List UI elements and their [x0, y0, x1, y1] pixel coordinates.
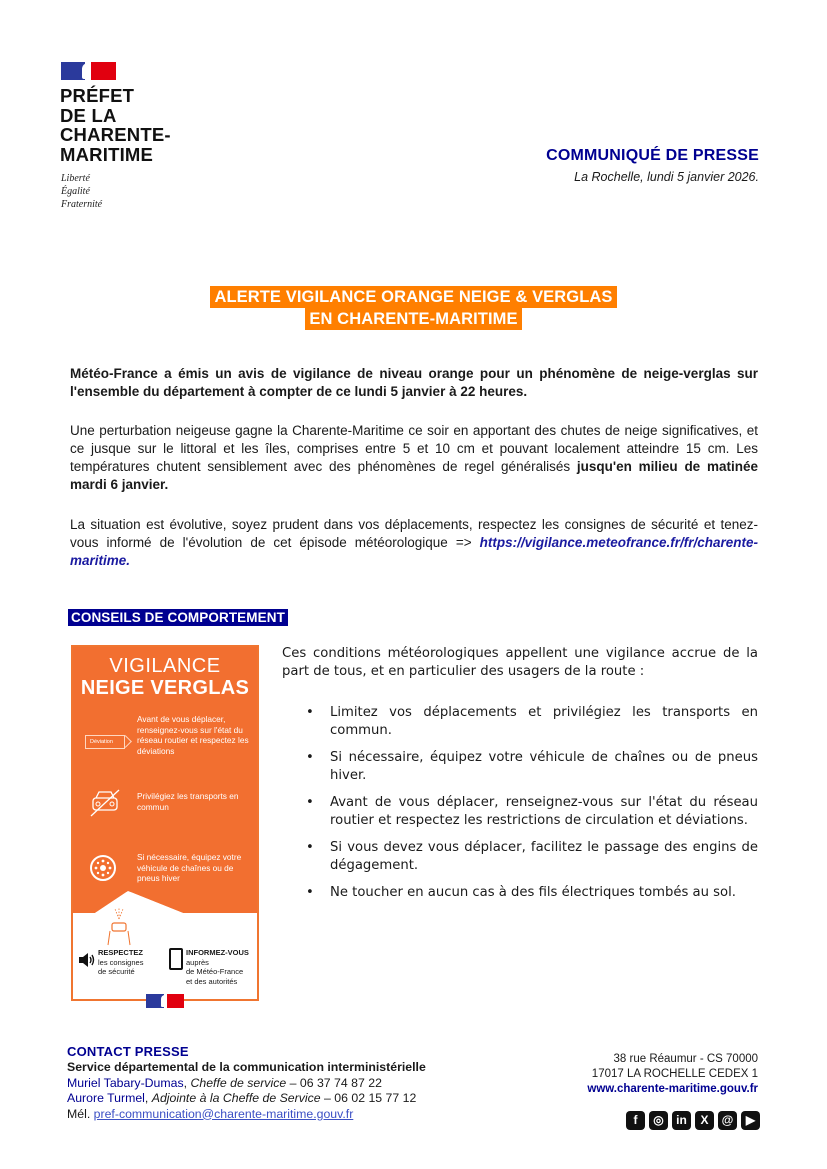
infographic-title-2: NEIGE VERGLAS — [80, 677, 250, 699]
email-link[interactable]: pref-communication@charente-maritime.gouv.fr — [93, 1106, 354, 1121]
infographic-item: Privilégiez les transports en commun — [137, 791, 239, 812]
label-strong: RESPECTEZ — [98, 948, 144, 957]
contact-heading: CONTACT PRESSE — [67, 1044, 189, 1059]
contact-role: Adjointe à la Cheffe de Service — [151, 1091, 321, 1105]
email-label: Mél. — [67, 1106, 94, 1121]
body-paragraph-forecast — [70, 422, 758, 494]
document-type: COMMUNIQUÉ DE PRESSE — [546, 147, 759, 164]
list-item — [282, 749, 758, 785]
list-item-text: Avant de vous déplacer, renseignez-vous sur l'état du réseau routier et respectez les restrictions de circulation et déviations. — [330, 795, 758, 828]
logo-line: MARITIME — [60, 143, 154, 165]
label-line: de sécurité — [98, 967, 135, 976]
vigilance-infographic — [71, 645, 259, 1001]
deviation-sign-icon — [85, 735, 125, 749]
threads-icon[interactable]: @ — [718, 1111, 737, 1130]
infographic-item: Avant de vous déplacer, renseignez-vous sur l'état du réseau routier et respectez les déviations — [137, 714, 249, 756]
alert-title — [0, 286, 827, 330]
logo-line: DE LA — [60, 104, 117, 126]
marianne-flag-icon — [61, 62, 116, 80]
prefecture-name — [60, 86, 171, 164]
contact-service: Service départemental de la communication interministérielle — [67, 1060, 426, 1074]
logo-line: CHARENTE- — [60, 124, 171, 145]
paragraph-text: La situation est évolutive, soyez prudent dans vos déplacements, respectez les consignes de sécurité et tenez-vous informé de l'évolution de cet épisode météorologique => — [70, 517, 758, 550]
facebook-icon[interactable]: f — [626, 1111, 645, 1130]
list-item-text: Si nécessaire, équipez votre véhicule de chaînes ou de pneus hiver. — [330, 750, 758, 783]
list-item — [282, 839, 758, 875]
contact-phone: – 06 02 15 77 12 — [324, 1091, 417, 1105]
bullet-icon: • — [306, 705, 314, 720]
address-line: 38 rue Réaumur - CS 70000 — [613, 1053, 758, 1065]
contact-name: Aurore Turmel — [67, 1091, 145, 1105]
section-heading-conseils: CONSEILS DE COMPORTEMENT — [68, 609, 288, 626]
republic-flag-icon — [146, 994, 184, 1008]
contact-row: Aurore Turmel, Adjointe à la Cheffe de Service – 06 02 15 77 12 — [67, 1091, 417, 1105]
contact-row: Muriel Tabary-Dumas, Cheffe de service – 06 37 74 87 22 — [67, 1075, 382, 1090]
logo-line: PRÉFET — [60, 85, 135, 106]
list-item — [282, 704, 758, 740]
social-links — [626, 1111, 760, 1130]
list-item-text: Limitez vos déplacements et privilégiez les transports en commun. — [330, 705, 758, 738]
contact-role: Cheffe de service — [190, 1075, 287, 1090]
snow-tire-icon — [89, 854, 117, 882]
paragraph-text: Une perturbation neigeuse gagne la Charente-Maritime ce soir en apportant des chutes de neige significatives, et ce jusque sur le littoral et les îles, comprises entre 5 et 10 cm et pouvant localement atteindre 15 cm. Les températures chutent sensiblement avec des phénomènes de regel généralisés — [70, 423, 758, 474]
contact-name: Muriel Tabary-Dumas — [67, 1075, 184, 1090]
motto-line: Liberté — [61, 173, 90, 184]
linkedin-icon[interactable]: in — [672, 1111, 691, 1130]
label-line: et des autorités — [186, 976, 238, 986]
conseils-list — [282, 704, 758, 911]
snowplow-icon — [99, 905, 139, 947]
bullet-icon: • — [306, 750, 314, 765]
label-line: auprès — [186, 957, 209, 967]
label-line: les consignes — [98, 957, 144, 967]
website-link[interactable]: www.charente-maritime.gouv.fr — [587, 1083, 758, 1095]
bullet-icon: • — [306, 840, 314, 855]
infographic-title-1: VIGILANCE — [109, 655, 221, 677]
youtube-icon[interactable]: ▶ — [741, 1111, 760, 1130]
bullet-icon: • — [306, 885, 314, 900]
speaker-icon — [78, 952, 96, 968]
prefecture-address — [587, 1052, 758, 1097]
label-strong: INFORMEZ-VOUS — [186, 948, 249, 957]
contact-block — [67, 1060, 426, 1122]
address-line: 17017 LA ROCHELLE CEDEX 1 — [591, 1068, 758, 1080]
lead-paragraph: Météo-France a émis un avis de vigilance de niveau orange pour un phénomène de neige-verglas sur l'ensemble du département à compter de ce lundi 5 janvier à 22 heures. — [70, 366, 758, 399]
inform-label — [186, 948, 249, 986]
conseils-intro: Ces conditions météorologiques appellent une vigilance accrue de la part de tous, et en particulier des usagers de la route : — [282, 646, 758, 679]
list-item — [282, 884, 758, 902]
body-paragraph-advice — [70, 516, 758, 570]
list-item-text: Si vous devez vous déplacer, facilitez le passage des engins de dégagement. — [330, 840, 758, 873]
label-line: de Météo-France — [186, 967, 244, 976]
alert-title-line-1: ALERTE VIGILANCE ORANGE NEIGE & VERGLAS — [210, 286, 616, 308]
x-icon[interactable]: X — [695, 1111, 714, 1130]
republic-motto — [61, 172, 102, 211]
infographic-item: Si nécessaire, équipez votre véhicule de chaînes ou de pneus hiver — [137, 852, 242, 883]
instagram-icon[interactable]: ◎ — [649, 1111, 668, 1130]
list-item-text: Ne toucher en aucun cas à des fils électriques tombés au sol. — [330, 885, 736, 900]
vigilance-link[interactable]: https://vigilance.meteofrance.fr/fr/charente-maritime. — [70, 535, 758, 568]
contact-phone: – 06 37 74 87 22 — [289, 1075, 382, 1090]
no-car-icon — [87, 788, 123, 818]
place-date: La Rochelle, lundi 5 janvier 2026. — [574, 170, 759, 184]
motto-line: Égalité — [61, 186, 90, 197]
contact-email-row — [67, 1107, 426, 1123]
bullet-icon: • — [306, 795, 314, 810]
motto-line: Fraternité — [61, 199, 103, 210]
paragraph-emphasis: jusqu'en milieu de matinée mardi 6 janvier. — [70, 459, 759, 492]
alert-title-line-2: EN CHARENTE-MARITIME — [305, 308, 521, 330]
list-item — [282, 794, 758, 830]
respect-label — [98, 948, 143, 977]
sign-label: Déviation — [90, 739, 113, 745]
smartphone-icon — [169, 948, 183, 970]
